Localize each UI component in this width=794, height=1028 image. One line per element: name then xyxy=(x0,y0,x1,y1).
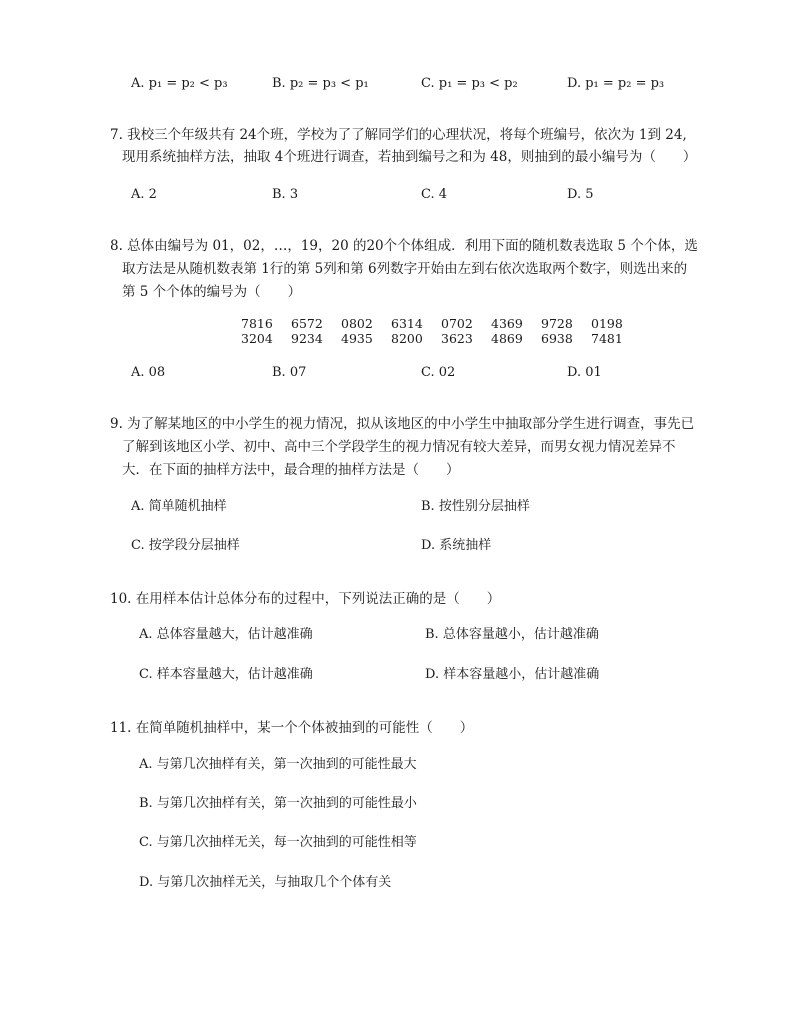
random-number-table-row-1 xyxy=(241,318,641,331)
q7-option-b[interactable]: B. 3 xyxy=(272,187,299,202)
q8-stem-line-1: 8. 总体由编号为 01，02，…，19，20 的20个个体组成．利用下面的随机数表选取 5 个个体，选 xyxy=(110,238,698,254)
table-cell: 9234 xyxy=(291,331,323,346)
q8-stem-line-2: 取方法是从随机数表第 1行的第 5列和第 6列数字开始由左到右依次选取两个数字，则选出来的 xyxy=(122,261,688,277)
q11-option-b[interactable]: B. 与第几次抽样有关，第一次抽到的可能性最小 xyxy=(139,796,417,811)
q10-option-b[interactable]: B. 总体容量越小，估计越准确 xyxy=(425,627,599,642)
q8-stem-line-3: 第 5 个个体的编号为（ ） xyxy=(122,284,302,300)
q6-option-b[interactable]: B. p₂ = p₃ < p₁ xyxy=(272,76,369,91)
q9-option-b[interactable]: B. 按性别分层抽样 xyxy=(421,499,530,514)
random-number-table-row-2 xyxy=(241,333,641,346)
q6-option-a[interactable]: A. p₁ = p₂ < p₃ xyxy=(131,76,228,91)
q10-stem: 10. 在用样本估计总体分布的过程中，下列说法正确的是（ ） xyxy=(110,591,501,607)
q10-option-c[interactable]: C. 样本容量越大，估计越准确 xyxy=(139,667,313,682)
q7-option-c[interactable]: C. 4 xyxy=(421,187,448,202)
q10-option-d[interactable]: D. 样本容量越小，估计越准确 xyxy=(425,667,600,682)
q7-stem-line-1: 7. 我校三个年级共有 24个班，学校为了了解同学们的心理状况，将每个班编号，依次为 1到 24, xyxy=(110,127,687,143)
table-cell: 8200 xyxy=(391,331,423,346)
table-cell: 0198 xyxy=(591,316,623,331)
table-cell: 0802 xyxy=(341,316,373,331)
q7-option-d[interactable]: D. 5 xyxy=(567,187,594,202)
table-cell: 7481 xyxy=(591,331,623,346)
table-cell: 0702 xyxy=(441,316,473,331)
table-cell: 6572 xyxy=(291,316,323,331)
q10-option-a[interactable]: A. 总体容量越大，估计越准确 xyxy=(139,627,313,642)
q9-option-d[interactable]: D. 系统抽样 xyxy=(421,538,492,553)
table-cell: 6314 xyxy=(391,316,423,331)
q11-option-d[interactable]: D. 与第几次抽样无关，与抽取几个个体有关 xyxy=(139,875,392,890)
table-cell: 9728 xyxy=(541,316,573,331)
q6-option-c[interactable]: C. p₁ = p₃ < p₂ xyxy=(421,76,518,91)
q11-stem: 11. 在简单随机抽样中，某一个个体被抽到的可能性（ ） xyxy=(110,720,474,736)
q9-stem-line-1: 9. 为了解某地区的中小学生的视力情况，拟从该地区的中小学生中抽取部分学生进行调查，事先已 xyxy=(110,416,695,432)
q9-option-a[interactable]: A. 简单随机抽样 xyxy=(131,499,227,514)
q9-stem-line-3: 大．在下面的抽样方法中，最合理的抽样方法是（ ） xyxy=(122,462,460,478)
q9-option-c[interactable]: C. 按学段分层抽样 xyxy=(131,538,240,553)
q11-option-a[interactable]: A. 与第几次抽样有关，第一次抽到的可能性最大 xyxy=(139,757,417,772)
table-cell: 7816 xyxy=(241,316,273,331)
q8-option-d[interactable]: D. 01 xyxy=(567,365,602,380)
table-cell: 3204 xyxy=(241,331,273,346)
q8-option-b[interactable]: B. 07 xyxy=(272,365,307,380)
q8-option-a[interactable]: A. 08 xyxy=(131,365,166,380)
table-cell: 4869 xyxy=(491,331,523,346)
q8-option-c[interactable]: C. 02 xyxy=(421,365,456,380)
q6-option-d[interactable]: D. p₁ = p₂ = p₃ xyxy=(567,76,665,91)
q7-stem-line-2: 现用系统抽样方法，抽取 4个班进行调查，若抽到编号之和为 48，则抽到的最小编号为（ ） xyxy=(122,149,697,165)
q9-stem-line-2: 了解到该地区小学、初中、高中三个学段学生的视力情况有较大差异，而男女视力情况差异不 xyxy=(122,439,676,455)
table-cell: 4369 xyxy=(491,316,523,331)
table-cell: 6938 xyxy=(541,331,573,346)
table-cell: 3623 xyxy=(441,331,473,346)
q11-option-c[interactable]: C. 与第几次抽样无关，每一次抽到的可能性相等 xyxy=(139,835,417,850)
table-cell: 4935 xyxy=(341,331,373,346)
q7-option-a[interactable]: A. 2 xyxy=(131,187,157,202)
